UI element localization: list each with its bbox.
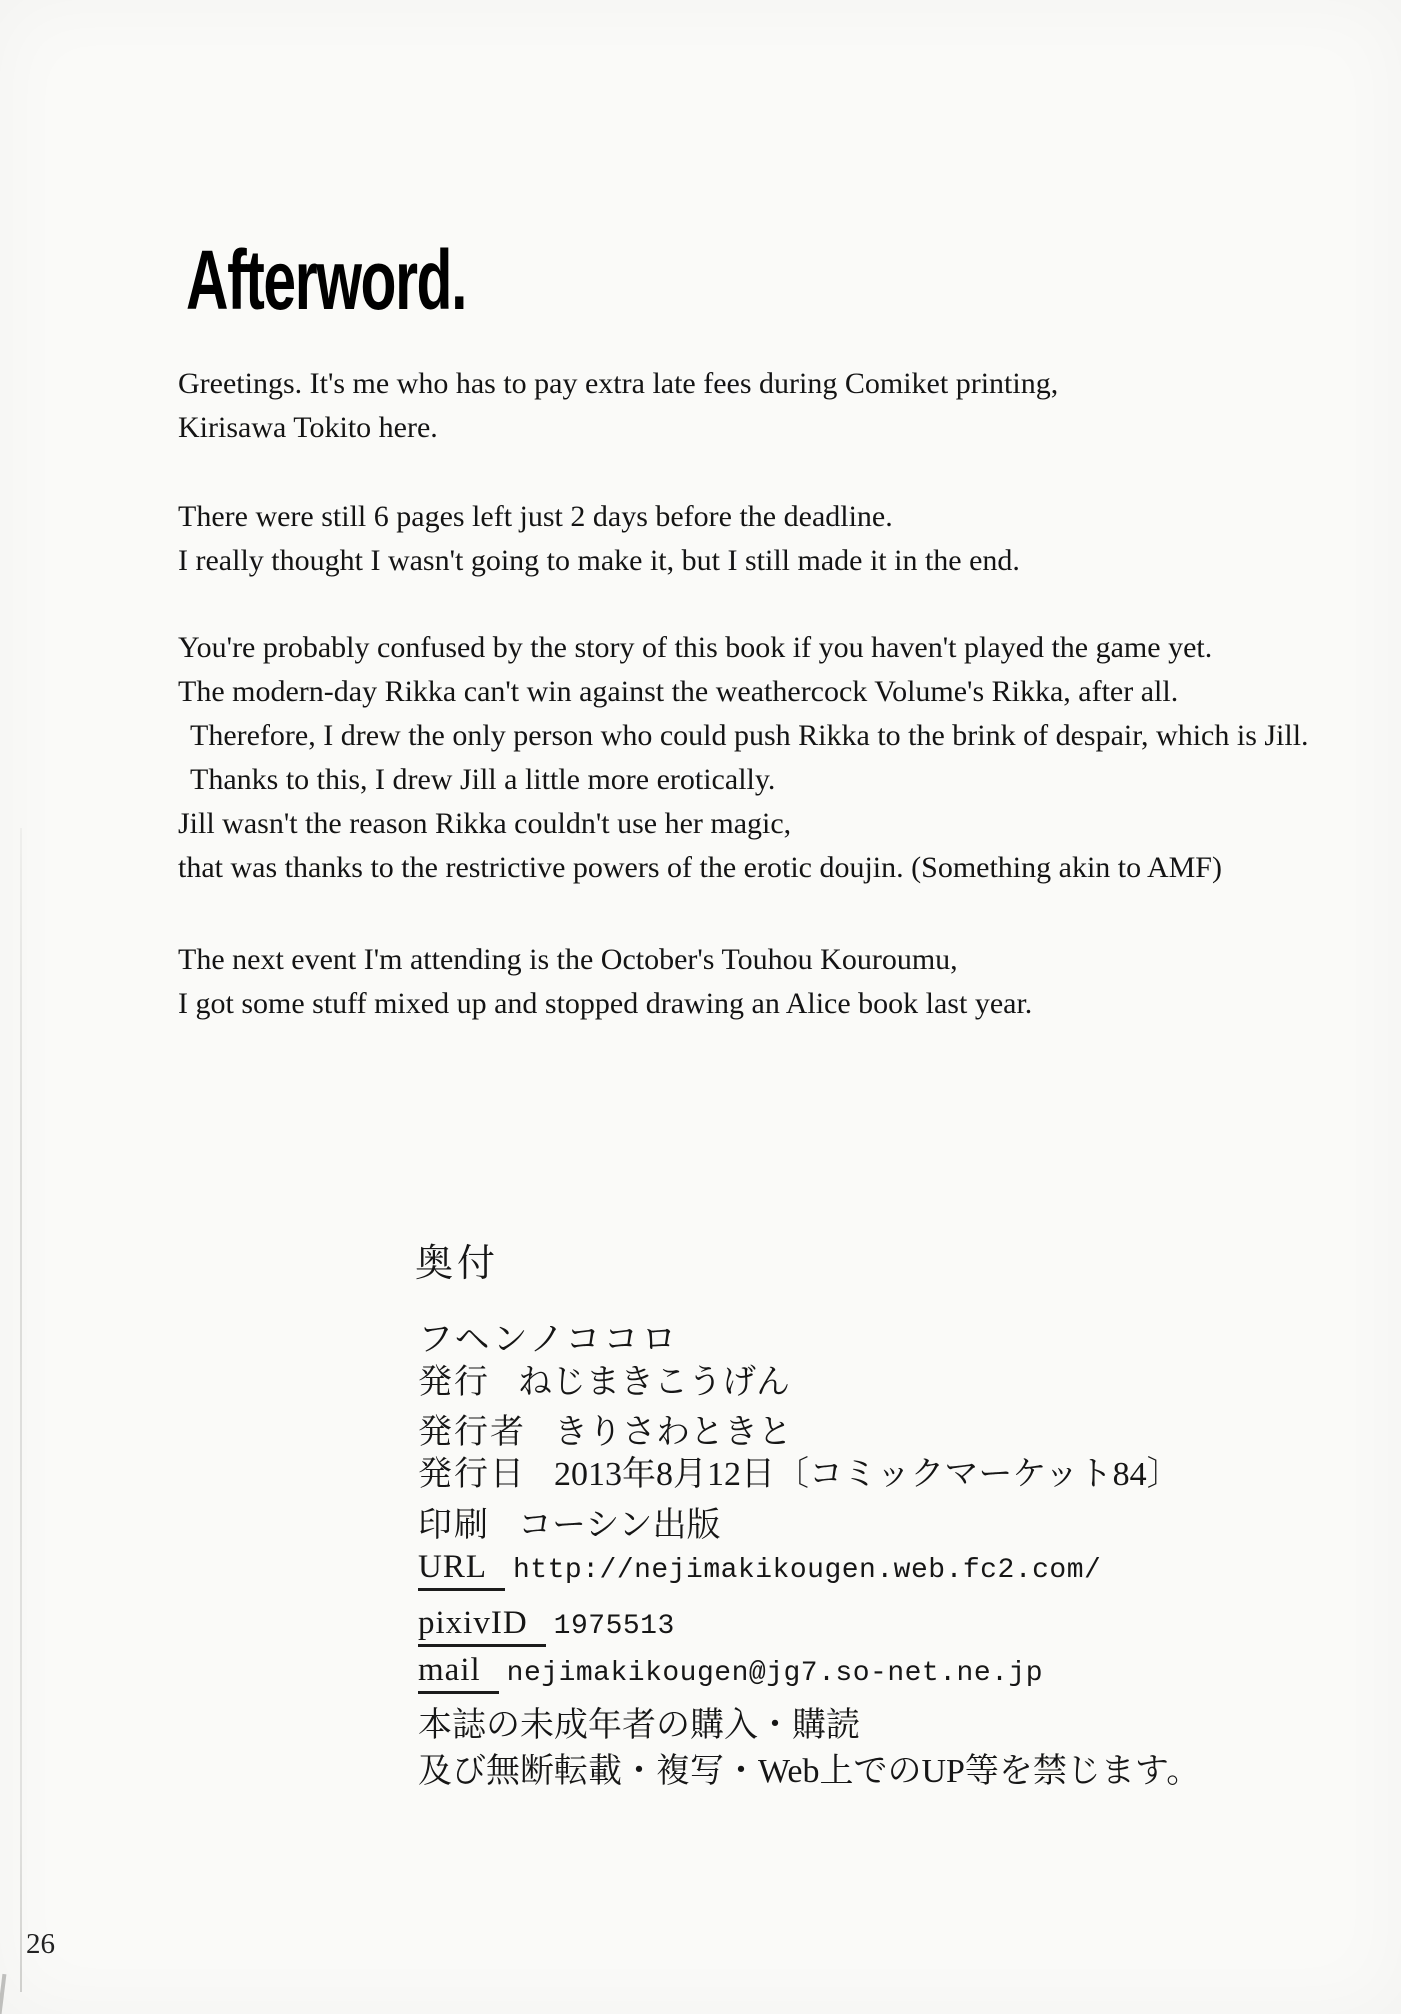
colophon-label: 発行日 — [418, 1456, 526, 1493]
colophon-row-url — [418, 1548, 1101, 1591]
afterword-line: Greetings. It's me who has to pay extra late fees during Comiket printing, — [178, 367, 1059, 400]
colophon-value: 本誌の未成年者の購入・購読 — [418, 1707, 860, 1744]
page-number: 26 — [26, 1928, 55, 1960]
colophon-row-publish-date — [418, 1446, 1181, 1495]
colophon-row-mail — [418, 1651, 1043, 1694]
afterword-paragraph-2 — [178, 495, 1020, 583]
afterword-paragraph-1 — [178, 362, 1058, 450]
colophon-row-reproduction-notice — [418, 1743, 1200, 1792]
afterword-line: There were still 6 pages left just 2 days before the deadline. — [178, 500, 893, 533]
afterword-title: Afterword. — [186, 233, 466, 327]
afterword-line: Jill wasn't the reason Rikka couldn't use her magic, — [178, 807, 792, 840]
afterword-line: that was thanks to the restrictive powers of the erotic doujin. (Something akin to AMF) — [178, 851, 1222, 884]
colophon-row-pixiv-id — [418, 1604, 675, 1647]
colophon-label: pixivID — [418, 1605, 546, 1647]
colophon-value: コーシン出版 — [518, 1507, 721, 1544]
afterword-line: Thanks to this, I drew Jill a little more erotically. — [190, 763, 776, 796]
afterword-line: Kirisawa Tokito here. — [178, 411, 438, 444]
colophon-pixiv-value: 1975513 — [553, 1611, 675, 1642]
afterword-paragraph-4 — [178, 938, 1032, 1026]
afterword-line: I got some stuff mixed up and stopped drawing an Alice book last year. — [178, 987, 1033, 1020]
afterword-line: The next event I'm attending is the October's Touhou Kouroumu, — [178, 943, 958, 976]
afterword-line: You're probably confused by the story of this book if you haven't played the game yet. — [178, 631, 1213, 664]
colophon-value: ねじまきこうげん — [518, 1364, 790, 1401]
afterword-line: The modern-day Rikka can't win against the weathercock Volume's Rikka, after all. — [178, 675, 1179, 708]
colophon-label: 発行 — [418, 1364, 490, 1401]
colophon-header: 奥付 — [415, 1243, 500, 1285]
colophon-label: 発行者 — [418, 1414, 526, 1451]
scan-artifact-line — [20, 828, 22, 1992]
colophon-label: URL — [418, 1549, 505, 1591]
colophon-mail-value: nejimakikougen@jg7.so-net.ne.jp — [506, 1658, 1044, 1689]
afterword-line: Therefore, I drew the only person who could push Rikka to the brink of despair, which is Jill. — [190, 719, 1309, 752]
colophon-row-publisher — [418, 1354, 790, 1403]
scan-artifact-corner-mark — [0, 1974, 6, 2014]
colophon-value: きりさわときと — [554, 1414, 792, 1451]
colophon-value: 2013年8月12日〔コミックマーケット84〕 — [554, 1456, 1181, 1493]
afterword-paragraph-3 — [178, 626, 1309, 890]
colophon-label: mail — [418, 1652, 499, 1694]
colophon-row-printer — [418, 1497, 720, 1546]
colophon-url-value: http://nejimakikougen.web.fc2.com/ — [513, 1555, 1102, 1586]
colophon-book-title: フヘンノココロ — [418, 1320, 680, 1359]
afterword-line: I really thought I wasn't going to make it, but I still made it in the end. — [178, 544, 1020, 577]
colophon-row-purchase-notice — [418, 1697, 860, 1746]
colophon-value: 及び無断転載・複写・Web上でのUP等を禁じます。 — [418, 1753, 1201, 1790]
colophon-label: 印刷 — [418, 1507, 490, 1544]
